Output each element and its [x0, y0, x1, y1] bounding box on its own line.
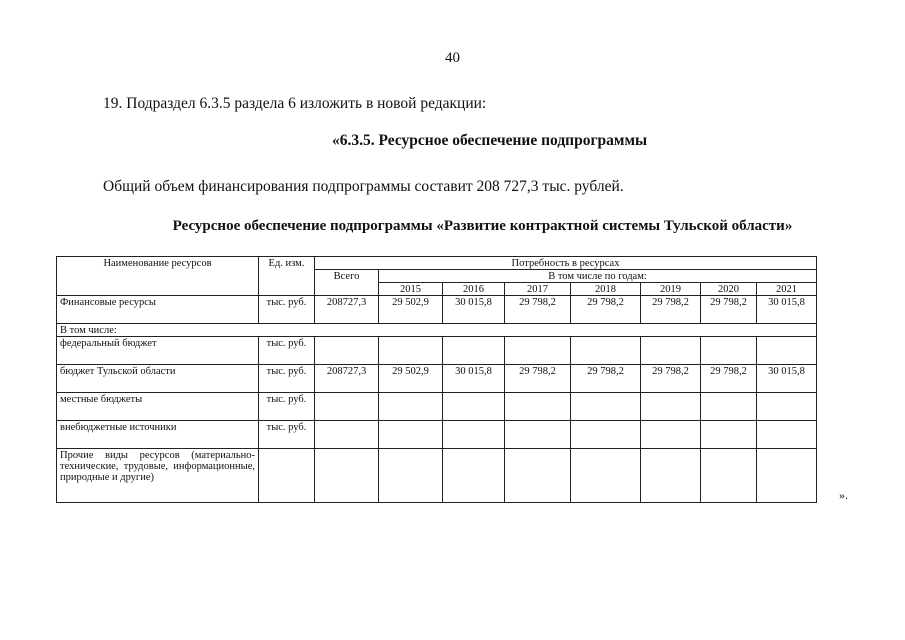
row-local [57, 393, 817, 421]
cell-2016: 30 015,8 [443, 365, 505, 393]
cell-2018 [571, 337, 641, 365]
header-total: Всего [315, 270, 379, 296]
row-name: местные бюджеты [57, 393, 259, 421]
row-federal [57, 337, 817, 365]
row-unit: тыс. руб. [259, 337, 315, 365]
row-unit: тыс. руб. [259, 365, 315, 393]
row-name: В том числе: [57, 324, 817, 337]
funding-paragraph: Общий объем финансирования подпрограммы составит 208 727,3 тыс. рублей. [103, 178, 624, 195]
header-year-2018: 2018 [571, 283, 641, 296]
cell-total [315, 337, 379, 365]
cell-2020 [701, 421, 757, 449]
resources-table [56, 256, 817, 503]
cell-2018 [571, 421, 641, 449]
row-name: Прочие виды ресурсов (материально-технические, трудовые, информационные, природные и другие) [57, 449, 259, 503]
cell-2015: 29 502,9 [379, 296, 443, 324]
row-name: Финансовые ресурсы [57, 296, 259, 324]
row-name: внебюджетные источники [57, 421, 259, 449]
header-year-2021: 2021 [757, 283, 817, 296]
header-year-2020: 2020 [701, 283, 757, 296]
cell-2020: 29 798,2 [701, 365, 757, 393]
cell-2019: 29 798,2 [641, 296, 701, 324]
cell-2021 [757, 421, 817, 449]
cell-total: 208727,3 [315, 365, 379, 393]
header-year-2019: 2019 [641, 283, 701, 296]
cell-2016: 30 015,8 [443, 296, 505, 324]
cell-2017 [505, 337, 571, 365]
cell-2019 [641, 393, 701, 421]
header-resource-name: Наименование ресурсов [57, 257, 259, 296]
header-year-2015: 2015 [379, 283, 443, 296]
cell-2015: 29 502,9 [379, 365, 443, 393]
cell-2016 [443, 393, 505, 421]
cell-2018 [571, 393, 641, 421]
row-unit: тыс. руб. [259, 393, 315, 421]
cell-2017 [505, 393, 571, 421]
row-name: федеральный бюджет [57, 337, 259, 365]
cell-2018 [571, 449, 641, 503]
header-unit: Ед. изм. [259, 257, 315, 296]
cell-2017 [505, 449, 571, 503]
cell-2020 [701, 337, 757, 365]
row-including [57, 324, 817, 337]
header-year-2016: 2016 [443, 283, 505, 296]
cell-2021 [757, 337, 817, 365]
cell-2018: 29 798,2 [571, 365, 641, 393]
cell-2015 [379, 421, 443, 449]
row-regional [57, 365, 817, 393]
row-unit [259, 449, 315, 503]
instruction-paragraph: 19. Подраздел 6.3.5 раздела 6 изложить в новой редакции: [103, 95, 487, 112]
cell-2015 [379, 337, 443, 365]
cell-2021: 30 015,8 [757, 296, 817, 324]
cell-2021 [757, 393, 817, 421]
header-need: Потребность в ресурсах [315, 257, 817, 270]
cell-2020 [701, 449, 757, 503]
cell-total [315, 449, 379, 503]
cell-total: 208727,3 [315, 296, 379, 324]
cell-2016 [443, 337, 505, 365]
cell-total [315, 421, 379, 449]
cell-2020: 29 798,2 [701, 296, 757, 324]
table-title: Ресурсное обеспечение подпрограммы «Развитие контрактной системы Тульской области» [172, 218, 793, 234]
cell-2020 [701, 393, 757, 421]
row-unit: тыс. руб. [259, 421, 315, 449]
section-heading: «6.3.5. Ресурсное обеспечение подпрограммы [332, 132, 648, 149]
cell-2019 [641, 449, 701, 503]
cell-2021 [757, 449, 817, 503]
row-extra [57, 421, 817, 449]
cell-2017: 29 798,2 [505, 296, 571, 324]
row-name: бюджет Тульской области [57, 365, 259, 393]
header-year-2017: 2017 [505, 283, 571, 296]
cell-2017: 29 798,2 [505, 365, 571, 393]
cell-2017 [505, 421, 571, 449]
cell-2016 [443, 449, 505, 503]
cell-total [315, 393, 379, 421]
header-row-1 [57, 257, 817, 270]
cell-2021: 30 015,8 [757, 365, 817, 393]
closing-quote-mark: ». [839, 488, 848, 502]
cell-2019 [641, 421, 701, 449]
row-financial [57, 296, 817, 324]
header-by-years: В том числе по годам: [379, 270, 817, 283]
cell-2019 [641, 337, 701, 365]
row-unit: тыс. руб. [259, 296, 315, 324]
cell-2019: 29 798,2 [641, 365, 701, 393]
cell-2015 [379, 393, 443, 421]
row-other [57, 449, 817, 503]
cell-2015 [379, 449, 443, 503]
cell-2018: 29 798,2 [571, 296, 641, 324]
page-number: 40 [445, 50, 460, 66]
cell-2016 [443, 421, 505, 449]
